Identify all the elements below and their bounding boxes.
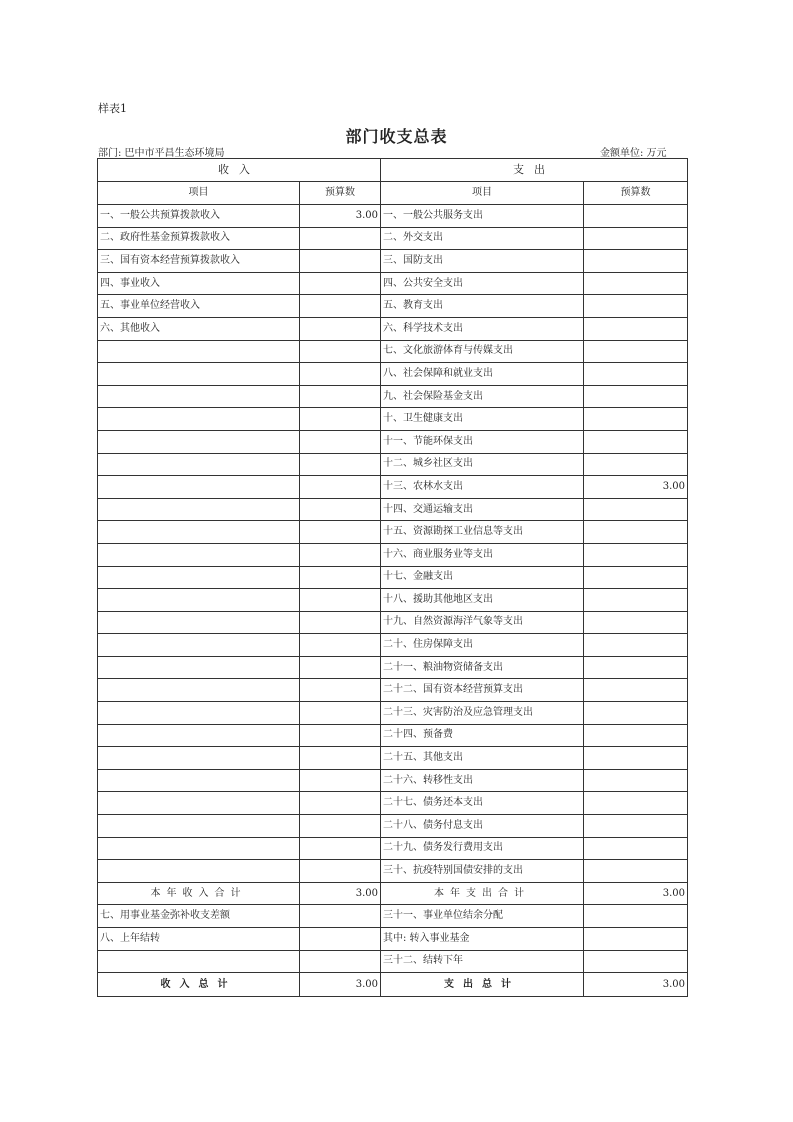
income-item-cell [98,679,300,702]
table-row [98,724,688,747]
income-item-cell [98,769,300,792]
income-item-header: 项目 [98,182,300,205]
table-row [98,295,688,318]
expense-value-cell [584,363,688,386]
income-item-cell: 五、事业单位经营收入 [98,295,300,318]
table-row [98,792,688,815]
income-value-cell [300,227,381,250]
expense-item-cell: 五、教育支出 [381,295,584,318]
income-value-cell [300,430,381,453]
income-value-cell [300,295,381,318]
page-title: 部门收支总表 [345,127,448,146]
income-value-cell [300,950,381,973]
income-item-cell [98,385,300,408]
expense-value-cell [584,453,688,476]
expense-item-cell: 二十五、其他支出 [381,747,584,770]
income-item-cell: 八、上年结转 [98,928,300,951]
expense-value-cell [584,498,688,521]
expense-subtotal-value: 3.00 [584,882,688,905]
income-item-cell [98,837,300,860]
income-value-cell [300,340,381,363]
income-value-cell [300,453,381,476]
table-row [98,611,688,634]
expense-item-cell: 二十六、转移性支出 [381,769,584,792]
expense-value-cell [584,815,688,838]
expense-item-cell: 十六、商业服务业等支出 [381,543,584,566]
expense-item-cell: 十三、农林水支出 [381,476,584,499]
expense-item-cell: 六、科学技术支出 [381,317,584,340]
expense-item-cell: 三、国防支出 [381,250,584,273]
income-value-cell [300,747,381,770]
income-item-cell: 四、事业收入 [98,272,300,295]
expense-value-cell [584,634,688,657]
table-row [98,430,688,453]
income-budget-header: 预算数 [300,182,381,205]
income-subtotal-label: 本年收入合计 [98,882,300,905]
table-header-columns [98,182,688,205]
table-row [98,227,688,250]
table-row [98,950,688,973]
expense-item-cell: 二十七、债务还本支出 [381,792,584,815]
expense-value-cell [584,769,688,792]
table-row [98,250,688,273]
income-total-label: 收入总计 [98,973,300,997]
expense-item-cell: 四、公共安全支出 [381,272,584,295]
income-value-cell [300,769,381,792]
income-total-value: 3.00 [300,973,381,997]
table-row [98,634,688,657]
income-header: 收入 [98,159,381,182]
income-value-cell [300,724,381,747]
income-value-cell [300,408,381,431]
expense-item-cell: 十、卫生健康支出 [381,408,584,431]
table-row [98,769,688,792]
expense-header: 支出 [381,159,688,182]
income-value-cell [300,498,381,521]
expense-item-cell: 十五、资源勘探工业信息等支出 [381,521,584,544]
income-value-cell [300,476,381,499]
expense-item-cell: 二十三、灾害防治及应急管理支出 [381,702,584,725]
income-item-cell [98,589,300,612]
expense-item-cell: 其中: 转入事业基金 [381,928,584,951]
income-value-cell [300,250,381,273]
expense-value-cell [584,205,688,228]
expense-item-cell: 三十一、事业单位结余分配 [381,905,584,928]
income-value-cell [300,634,381,657]
expense-item-cell: 二十、住房保障支出 [381,634,584,657]
table-row [98,589,688,612]
expense-value-cell [584,860,688,883]
expense-value-cell [584,656,688,679]
income-value-cell [300,566,381,589]
expense-item-cell: 十一、节能环保支出 [381,430,584,453]
expense-value-cell [584,250,688,273]
income-value-cell [300,837,381,860]
table-row [98,837,688,860]
expense-item-cell: 十八、援助其他地区支出 [381,589,584,612]
sample-label: 样表1 [98,102,127,115]
total-row [98,973,688,997]
expense-value-cell [584,792,688,815]
expense-item-cell: 十四、交通运输支出 [381,498,584,521]
expense-value-cell [584,747,688,770]
income-item-cell [98,860,300,883]
expense-item-cell: 二十九、债务发行费用支出 [381,837,584,860]
department-label: 部门: 巴中市平昌生态环境局 [98,148,225,159]
income-value-cell [300,679,381,702]
budget-table [97,158,688,997]
table-row [98,679,688,702]
expense-value-cell [584,679,688,702]
table-row [98,317,688,340]
expense-subtotal-label: 本年支出合计 [381,882,584,905]
expense-value-cell [584,340,688,363]
table-row [98,408,688,431]
income-value-cell [300,589,381,612]
expense-value-cell [584,724,688,747]
expense-value-cell [584,295,688,318]
income-item-cell [98,747,300,770]
expense-item-cell: 三十、抗疫特别国债安排的支出 [381,860,584,883]
expense-item-cell: 二十一、粮油物资储备支出 [381,656,584,679]
expense-item-cell: 十二、城乡社区支出 [381,453,584,476]
expense-value-cell [584,837,688,860]
expense-item-cell: 二、外交支出 [381,227,584,250]
income-item-cell [98,476,300,499]
expense-item-cell: 一、一般公共服务支出 [381,205,584,228]
expense-budget-header: 预算数 [584,182,688,205]
table-row [98,521,688,544]
expense-item-cell: 二十四、预备费 [381,724,584,747]
table-row [98,363,688,386]
income-item-cell: 七、用事业基金弥补收支差额 [98,905,300,928]
income-item-cell [98,656,300,679]
expense-value-cell [584,521,688,544]
table-row [98,815,688,838]
income-item-cell: 二、政府性基金预算拨款收入 [98,227,300,250]
income-value-cell [300,702,381,725]
income-value-cell [300,272,381,295]
income-value-cell [300,385,381,408]
income-value-cell [300,815,381,838]
income-item-cell [98,702,300,725]
table-row [98,747,688,770]
income-item-cell: 三、国有资本经营预算拨款收入 [98,250,300,273]
income-item-cell: 六、其他收入 [98,317,300,340]
table-row [98,656,688,679]
income-value-cell [300,543,381,566]
income-value-cell [300,792,381,815]
income-item-cell [98,340,300,363]
table-row [98,928,688,951]
income-item-cell [98,430,300,453]
income-item-cell [98,950,300,973]
table-row [98,476,688,499]
table-row [98,566,688,589]
table-row [98,340,688,363]
table-row [98,385,688,408]
table-row [98,702,688,725]
income-item-cell [98,543,300,566]
expense-item-cell: 七、文化旅游体育与传媒支出 [381,340,584,363]
income-value-cell [300,363,381,386]
expense-value-cell [584,950,688,973]
table-row [98,905,688,928]
income-item-cell [98,815,300,838]
income-value-cell [300,611,381,634]
expense-value-cell [584,317,688,340]
income-item-cell [98,634,300,657]
income-value-cell [300,928,381,951]
expense-value-cell [584,408,688,431]
expense-value-cell [584,702,688,725]
expense-item-cell: 二十八、债务付息支出 [381,815,584,838]
expense-value-cell [584,928,688,951]
income-item-cell [98,724,300,747]
expense-item-cell: 三十二、结转下年 [381,950,584,973]
table-row [98,453,688,476]
table-row [98,272,688,295]
expense-value-cell: 3.00 [584,476,688,499]
subtotal-row [98,882,688,905]
expense-item-cell: 八、社会保障和就业支出 [381,363,584,386]
table-row [98,498,688,521]
expense-value-cell [584,566,688,589]
income-item-cell [98,453,300,476]
income-value-cell [300,905,381,928]
expense-item-header: 项目 [381,182,584,205]
expense-item-cell: 十七、金融支出 [381,566,584,589]
income-item-cell [98,363,300,386]
income-item-cell [98,498,300,521]
expense-item-cell: 十九、自然资源海洋气象等支出 [381,611,584,634]
expense-value-cell [584,430,688,453]
income-item-cell [98,408,300,431]
income-value-cell [300,317,381,340]
income-item-cell: 一、一般公共预算拨款收入 [98,205,300,228]
expense-total-label: 支出总计 [381,973,584,997]
table-header-top [98,159,688,182]
table-row [98,205,688,228]
table-row [98,543,688,566]
expense-total-value: 3.00 [584,973,688,997]
income-item-cell [98,566,300,589]
expense-value-cell [584,905,688,928]
income-value-cell [300,521,381,544]
income-value-cell [300,656,381,679]
expense-item-cell: 二十二、国有资本经营预算支出 [381,679,584,702]
income-item-cell [98,611,300,634]
income-item-cell [98,521,300,544]
expense-value-cell [584,272,688,295]
expense-value-cell [584,543,688,566]
income-subtotal-value: 3.00 [300,882,381,905]
income-item-cell [98,792,300,815]
expense-value-cell [584,227,688,250]
unit-label: 金额单位: 万元 [600,148,667,159]
table-row [98,860,688,883]
income-value-cell: 3.00 [300,205,381,228]
expense-item-cell: 九、社会保险基金支出 [381,385,584,408]
expense-value-cell [584,589,688,612]
expense-value-cell [584,611,688,634]
income-value-cell [300,860,381,883]
expense-value-cell [584,385,688,408]
